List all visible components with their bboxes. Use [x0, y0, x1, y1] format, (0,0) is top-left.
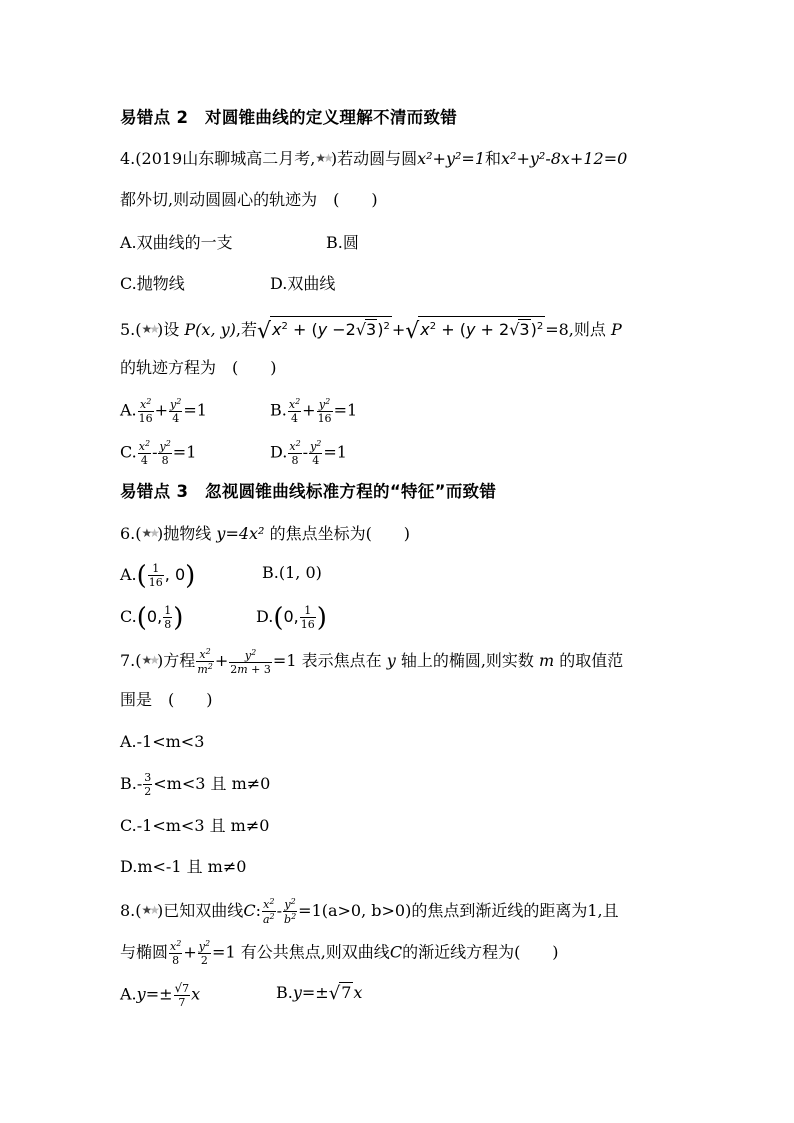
option-c: C.(0, $\frac{1}{8}$ ) [120, 603, 184, 633]
question-stem: 抛物线 [163, 524, 212, 543]
question-4-line-2: 都外切,则动圆圆心的轨迹为 ( ) [120, 190, 378, 209]
difficulty-stars-icon: ★★ [141, 653, 158, 667]
point-p: P [610, 320, 622, 339]
option-b: B.- $\frac{3}{2}$ <m<3 且 m≠0 [120, 771, 271, 798]
question-number: 6. [120, 524, 136, 543]
question-number: 4. [120, 149, 136, 168]
question-7-line-1: 7.(★★)方程 $\frac{x^2}{m^2}$ + $\frac{y^2}{2m + 3}$ =1 表示焦点在 y 轴上的椭圆,则实数 m 的取值范 [120, 647, 624, 676]
question-tail: =1 表示焦点在 [272, 651, 382, 670]
radical-2: $x^2 + (y + 2√3)^2$ [418, 316, 545, 340]
difficulty-stars-icon: ★★ [141, 903, 158, 917]
question-stem: )若动圆与圆 [330, 149, 418, 168]
question-stem: 设 [163, 320, 180, 339]
question-stem: 已知双曲线 [163, 901, 244, 920]
option-a: A.双曲线的一支 [120, 233, 233, 252]
question-6-line-1: 6.(★★)抛物线 y=4x² 的焦点坐标为( ) [120, 524, 411, 543]
question-tail: =1(a>0, b>0)的焦点到渐近线的距离为1,且 [298, 901, 619, 920]
question-stem: 方程 [163, 651, 196, 670]
option-a: A.y=± $\frac{√7}{7}$ x [120, 981, 201, 1009]
option-d: D.双曲线 [270, 274, 336, 293]
question-number: 5. [120, 320, 136, 339]
question-4-line-1 [120, 148, 627, 169]
parabola-equation: y=4x² [216, 524, 265, 543]
difficulty-stars-icon: ★★ [315, 151, 331, 165]
option-b: B.y=±√7 x [276, 983, 363, 1004]
option-c: C. $\frac{x^2}{4}$ - $\frac{y^2}{8}$ =1 [120, 439, 197, 467]
option-a: A.( $\frac{1}{16}$ , 0) [120, 561, 196, 591]
option-b: B.(1, 0) [262, 563, 322, 582]
point-label: P(x, y) [184, 320, 236, 339]
option-c: C.抛物线 [120, 274, 185, 293]
difficulty-stars-icon: ★★ [141, 322, 158, 336]
option-a: A. $\frac{x^2}{16}$ + $\frac{y^2}{4}$ =1 [120, 397, 207, 425]
question-8-line-1: 8.(★★)已知双曲线C: $\frac{x^2}{a^2}$ - $\frac{y^2}{b^2}$ =1(a>0, b>0)的焦点到渐近线的距离为1,且 [120, 897, 619, 926]
circle-equation-2: x²+y²-8x+12=0 [501, 149, 628, 168]
option-b: B. $\frac{x^2}{4}$ + $\frac{y^2}{16}$ =1 [270, 397, 358, 425]
radical-1: $x^2 + (y -2√3)^2$ [270, 316, 392, 340]
difficulty-stars-icon: ★★ [141, 526, 158, 540]
question-tail: 的焦点坐标为( ) [269, 524, 411, 543]
section-heading-2: 易错点 2 对圆锥曲线的定义理解不清而致错 [120, 108, 458, 127]
question-source: (2019山东聊城高二月考, [135, 149, 316, 168]
option-c: C.-1<m<3 且 m≠0 [120, 816, 270, 835]
option-d: D.(0, $\frac{1}{16}$ ) [256, 603, 327, 633]
option-d: D.m<-1 且 m≠0 [120, 857, 247, 876]
question-5-line-1: 5.(★★)设 P(x, y),若$√x^2 + (y -2√3)^2 +√x^2 + (y + 2√3)^2 =8$,则点 P [120, 316, 622, 342]
option-a: A.-1<m<3 [120, 732, 205, 751]
equation-tail: =8,则点 [545, 320, 606, 339]
question-number: 8. [120, 901, 136, 920]
circle-equation-1: x²+y²=1 [417, 149, 485, 168]
question-number: 7. [120, 651, 136, 670]
conjunction: 和 [485, 149, 502, 168]
section-heading-3: 易错点 3 忽视圆锥曲线标准方程的“特征”而致错 [120, 482, 497, 501]
condition-text: ,若 [235, 320, 257, 339]
question-7-line-2: 围是 ( ) [120, 690, 213, 709]
question-8-line-2: 与椭圆 $\frac{x^2}{8}$ + $\frac{y^2}{2}$ =1 有公共焦点,则双曲线C的渐近线方程为( ) [120, 939, 559, 967]
option-d: D. $\frac{x^2}{8}$ - $\frac{y^2}{4}$ =1 [270, 439, 347, 467]
question-5-line-2: 的轨迹方程为 ( ) [120, 358, 277, 377]
option-b: B.圆 [326, 233, 359, 252]
